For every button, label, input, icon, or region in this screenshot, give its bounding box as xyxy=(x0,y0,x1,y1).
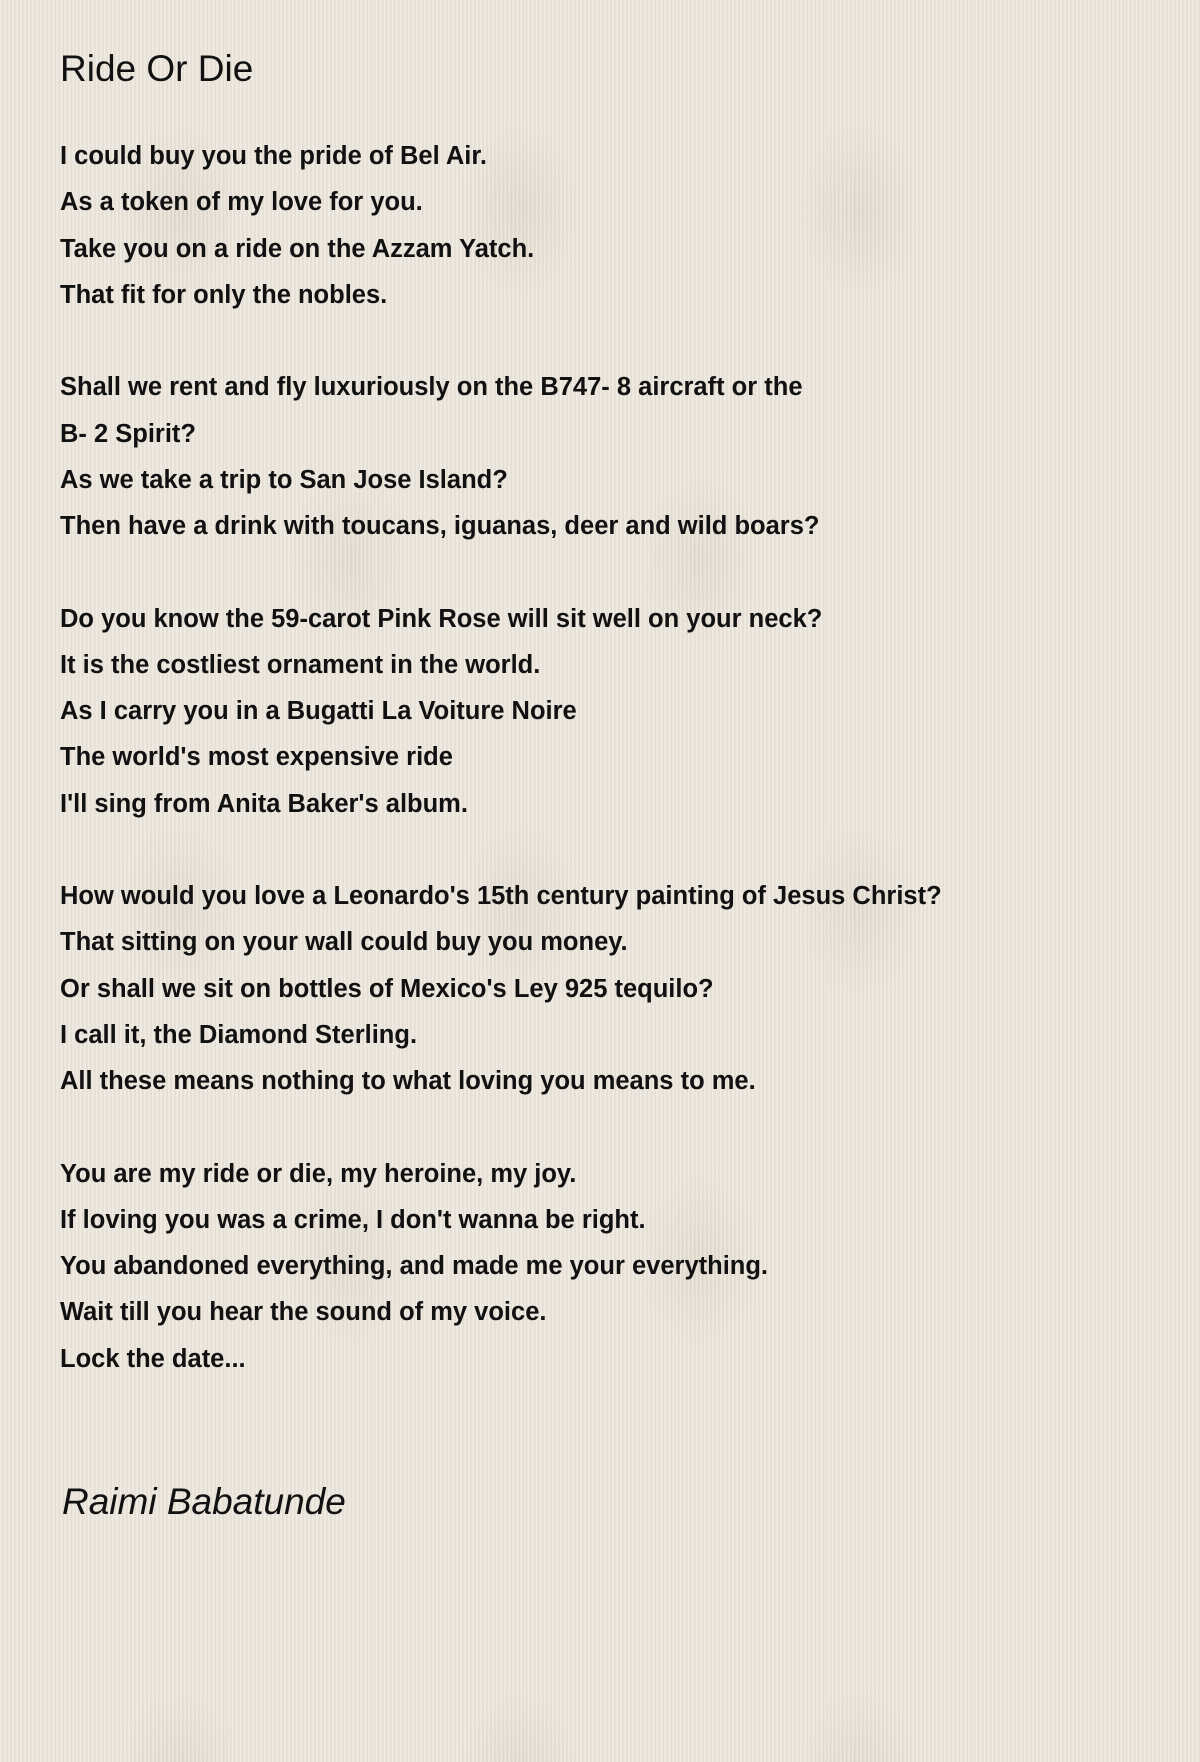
poem-line: You are my ride or die, my heroine, my joy. xyxy=(60,1159,577,1188)
stanza-3 xyxy=(60,596,1070,827)
stanza-1 xyxy=(60,133,1070,318)
poem-line: It is the costliest ornament in the world. xyxy=(60,650,541,679)
poem-line: That sitting on your wall could buy you money. xyxy=(60,928,628,957)
poem-line: I call it, the Diamond Sterling. xyxy=(60,1020,418,1049)
poem-line: As I carry you in a Bugatti La Voiture Noire xyxy=(60,697,577,725)
poem-line: I could buy you the pride of Bel Air. xyxy=(60,142,487,170)
poem-title: Ride Or Die xyxy=(60,48,254,89)
stanza-4 xyxy=(60,873,1070,1104)
poem-line: Or shall we sit on bottles of Mexico's Ley 925 tequilo? xyxy=(60,974,714,1003)
stanza-5 xyxy=(60,1151,1070,1382)
poem-line: As a token of my love for you. xyxy=(60,188,423,217)
poem-line: B- 2 Spirit? xyxy=(60,419,197,448)
poem-line: Do you know the 59-carot Pink Rose will sit well on your neck? xyxy=(60,604,823,633)
poem-line: If loving you was a crime, I don't wanna be right. xyxy=(60,1205,646,1234)
poem-line: Take you on a ride on the Azzam Yatch. xyxy=(60,234,535,263)
poem-body xyxy=(60,133,1070,1382)
poem-line: You abandoned everything, and made me your everything. xyxy=(60,1252,769,1280)
poem-line: That fit for only the nobles. xyxy=(60,280,388,309)
stanza-2 xyxy=(60,364,1070,549)
poem-line: Lock the date... xyxy=(60,1344,246,1373)
poem-line: Then have a drink with toucans, iguanas, deer and wild boars? xyxy=(60,512,820,540)
poem-line: The world's most expensive ride xyxy=(60,743,453,772)
poem-line: Wait till you hear the sound of my voice. xyxy=(60,1298,547,1327)
poem-line: I'll sing from Anita Baker's album. xyxy=(60,789,468,818)
poem-line: As we take a trip to San Jose Island? xyxy=(60,465,508,494)
poem-line: How would you love a Leonardo's 15th century painting of Jesus Christ? xyxy=(60,882,942,910)
poem-author: Raimi Babatunde xyxy=(62,1481,346,1522)
poem-line: All these means nothing to what loving you means to me. xyxy=(60,1067,756,1095)
poem-line: Shall we rent and fly luxuriously on the B747- 8 aircraft or the xyxy=(60,373,803,402)
